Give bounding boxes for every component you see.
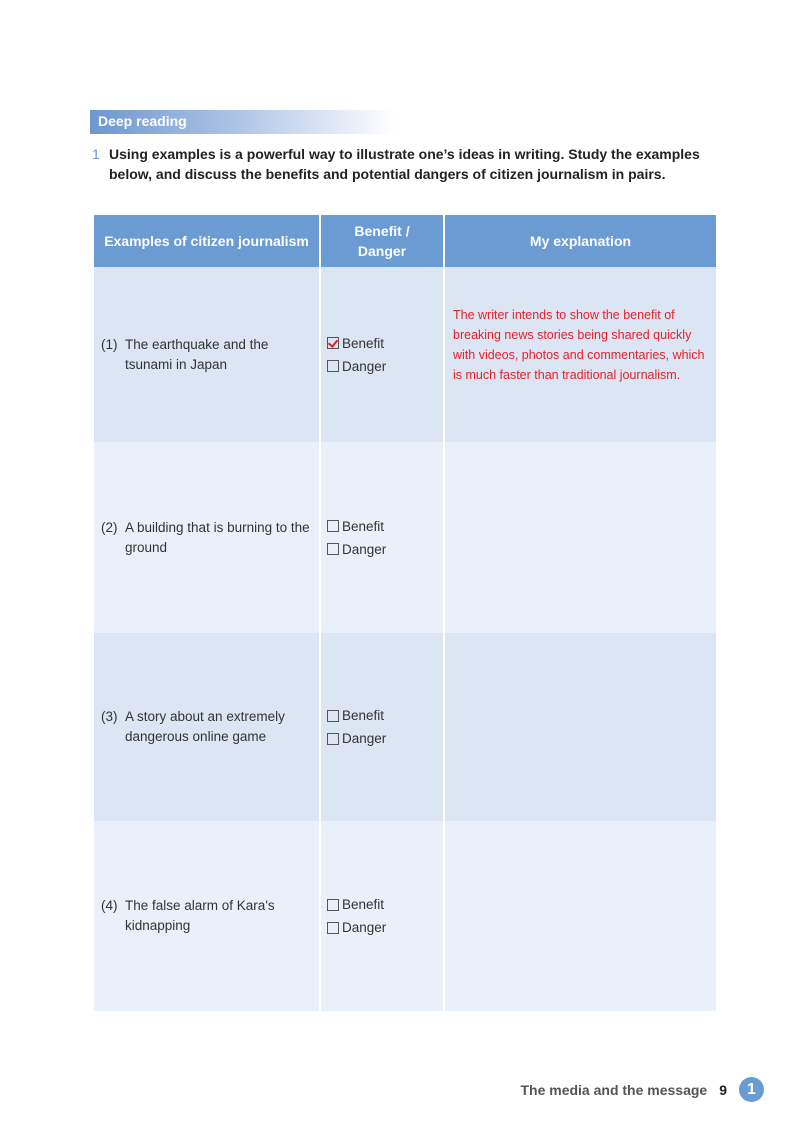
example-text: A building that is burning to the ground: [125, 519, 310, 555]
benefit-checkbox[interactable]: [327, 520, 339, 532]
danger-checkbox[interactable]: [327, 922, 339, 934]
benefit-danger-cell: [320, 267, 444, 442]
benefit-label: Benefit: [342, 708, 385, 723]
table-row: [93, 442, 717, 633]
example-number: (4): [101, 898, 118, 913]
benefit-danger-cell: [320, 821, 444, 1011]
danger-checkbox[interactable]: [327, 733, 339, 745]
danger-label: Danger: [342, 920, 387, 935]
danger-option[interactable]: [327, 355, 443, 378]
example-cell: [93, 633, 320, 821]
unit-badge: 1: [739, 1077, 764, 1102]
table-row: [93, 821, 717, 1011]
benefit-checkbox[interactable]: [327, 710, 339, 722]
question: [92, 144, 722, 184]
footer: [520, 1077, 764, 1102]
table-row: [93, 267, 717, 442]
example-cell: [93, 267, 320, 442]
example-text: The false alarm of Kara's kidnapping: [125, 898, 275, 933]
explanation-cell[interactable]: The writer intends to show the benefit of breaking news stories being shared quickly with videos, photos and commentaries, which is much faster than traditional journalism.: [444, 267, 717, 442]
table-header: [93, 215, 717, 267]
danger-option[interactable]: [327, 916, 443, 939]
benefit-option[interactable]: [327, 893, 443, 916]
example-number: (2): [101, 519, 118, 535]
page-number: 9: [719, 1081, 727, 1098]
benefit-danger-cell: [320, 633, 444, 821]
header-examples: Examples of citizen journalism: [93, 215, 320, 267]
explanation-cell[interactable]: [444, 821, 717, 1011]
danger-checkbox[interactable]: [327, 543, 339, 555]
danger-option[interactable]: [327, 538, 443, 561]
question-text: Using examples is a powerful way to illustrate one’s ideas in writing. Study the examples below, and discuss the benefits and potential dangers of citizen journalism in pairs.: [109, 146, 700, 182]
header-benefit-danger: Benefit / Danger: [320, 215, 444, 267]
benefit-label: Benefit: [342, 518, 385, 534]
benefit-label: Benefit: [342, 897, 385, 912]
example-text: A story about an extremely dangerous online game: [125, 709, 285, 744]
footer-title: The media and the message: [520, 1081, 708, 1098]
danger-label: Danger: [342, 731, 387, 746]
example-text: The earthquake and the tsunami in Japan: [125, 336, 269, 372]
explanation-cell[interactable]: [444, 633, 717, 821]
benefit-option[interactable]: [327, 704, 443, 727]
benefit-option[interactable]: [327, 515, 443, 538]
benefit-danger-cell: [320, 442, 444, 633]
danger-option[interactable]: [327, 727, 443, 750]
benefit-checkbox[interactable]: [327, 899, 339, 911]
example-number: (3): [101, 709, 118, 724]
explanation-cell[interactable]: [444, 442, 717, 633]
danger-label: Danger: [342, 541, 387, 557]
example-number: (1): [101, 336, 118, 352]
examples-table: [92, 215, 718, 1011]
danger-label: Danger: [342, 358, 387, 374]
question-number: 1: [92, 146, 100, 162]
section-banner: [90, 110, 395, 134]
example-cell: [93, 821, 320, 1011]
benefit-option[interactable]: [327, 332, 443, 355]
example-cell: [93, 442, 320, 633]
benefit-checkbox[interactable]: [327, 337, 339, 349]
danger-checkbox[interactable]: [327, 360, 339, 372]
benefit-label: Benefit: [342, 335, 385, 351]
section-title: Deep reading: [98, 113, 187, 129]
header-explanation: My explanation: [444, 215, 717, 267]
table-row: [93, 633, 717, 821]
